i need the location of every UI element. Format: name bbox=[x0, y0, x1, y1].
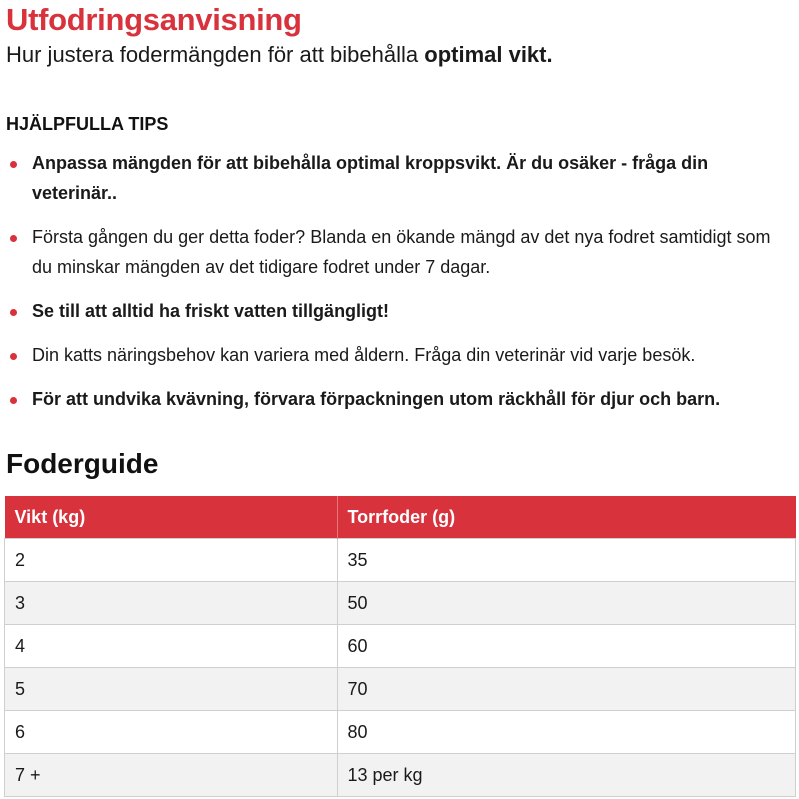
dry-food-cell: 13 per kg bbox=[337, 754, 796, 797]
tip-item bbox=[0, 384, 790, 414]
weight-cell: 3 bbox=[5, 582, 338, 625]
bullet-icon bbox=[10, 161, 17, 168]
dry-food-cell: 50 bbox=[337, 582, 796, 625]
tip-text: Se till att alltid ha friskt vatten tillgängligt! bbox=[32, 301, 390, 321]
weight-cell: 7 + bbox=[5, 754, 338, 797]
dry-food-cell: 80 bbox=[337, 711, 796, 754]
tips-list bbox=[0, 148, 790, 414]
tip-item bbox=[0, 148, 790, 208]
table-row bbox=[5, 539, 796, 582]
table-row bbox=[5, 668, 796, 711]
page-title: Utfodringsanvisning bbox=[6, 2, 302, 37]
tip-text: För att undvika kvävning, förvara förpackningen utom räckhåll för djur och barn. bbox=[32, 389, 721, 409]
tips-heading: HJÄLPFULLA TIPS bbox=[6, 114, 169, 134]
column-header-dry-food: Torrfoder (g) bbox=[337, 496, 796, 539]
tip-item bbox=[0, 340, 790, 370]
bullet-icon bbox=[10, 235, 17, 242]
table-row bbox=[5, 625, 796, 668]
bullet-icon bbox=[10, 397, 17, 404]
tip-text: Anpassa mängden för att bibehålla optimal kroppsvikt. Är du osäker - fråga din veterinär.. bbox=[32, 153, 709, 203]
bullet-icon bbox=[10, 353, 17, 360]
column-header-weight: Vikt (kg) bbox=[5, 496, 338, 539]
weight-cell: 5 bbox=[5, 668, 338, 711]
dry-food-cell: 60 bbox=[337, 625, 796, 668]
dry-food-cell: 70 bbox=[337, 668, 796, 711]
tip-text: Första gången du ger detta foder? Blanda en ökande mängd av det nya fodret samtidigt som du minskar mängden av det tidigare fodret under 7 dagar. bbox=[32, 227, 771, 277]
tip-item bbox=[0, 222, 790, 282]
table-header-row bbox=[5, 496, 796, 539]
table-row bbox=[5, 754, 796, 797]
feeding-guide-heading: Foderguide bbox=[6, 448, 159, 479]
weight-cell: 6 bbox=[5, 711, 338, 754]
table-row bbox=[5, 582, 796, 625]
bullet-icon bbox=[10, 309, 17, 316]
tip-text: Din katts näringsbehov kan variera med åldern. Fråga din veterinär vid varje besök. bbox=[32, 345, 696, 365]
table-row bbox=[5, 711, 796, 754]
subtitle-bold-text: optimal vikt. bbox=[424, 42, 553, 67]
subtitle-text: Hur justera fodermängden för att bibehålla bbox=[6, 42, 425, 67]
feeding-guide-table bbox=[4, 496, 796, 797]
tip-item bbox=[0, 296, 790, 326]
page-subtitle bbox=[6, 42, 553, 68]
dry-food-cell: 35 bbox=[337, 539, 796, 582]
weight-cell: 4 bbox=[5, 625, 338, 668]
weight-cell: 2 bbox=[5, 539, 338, 582]
